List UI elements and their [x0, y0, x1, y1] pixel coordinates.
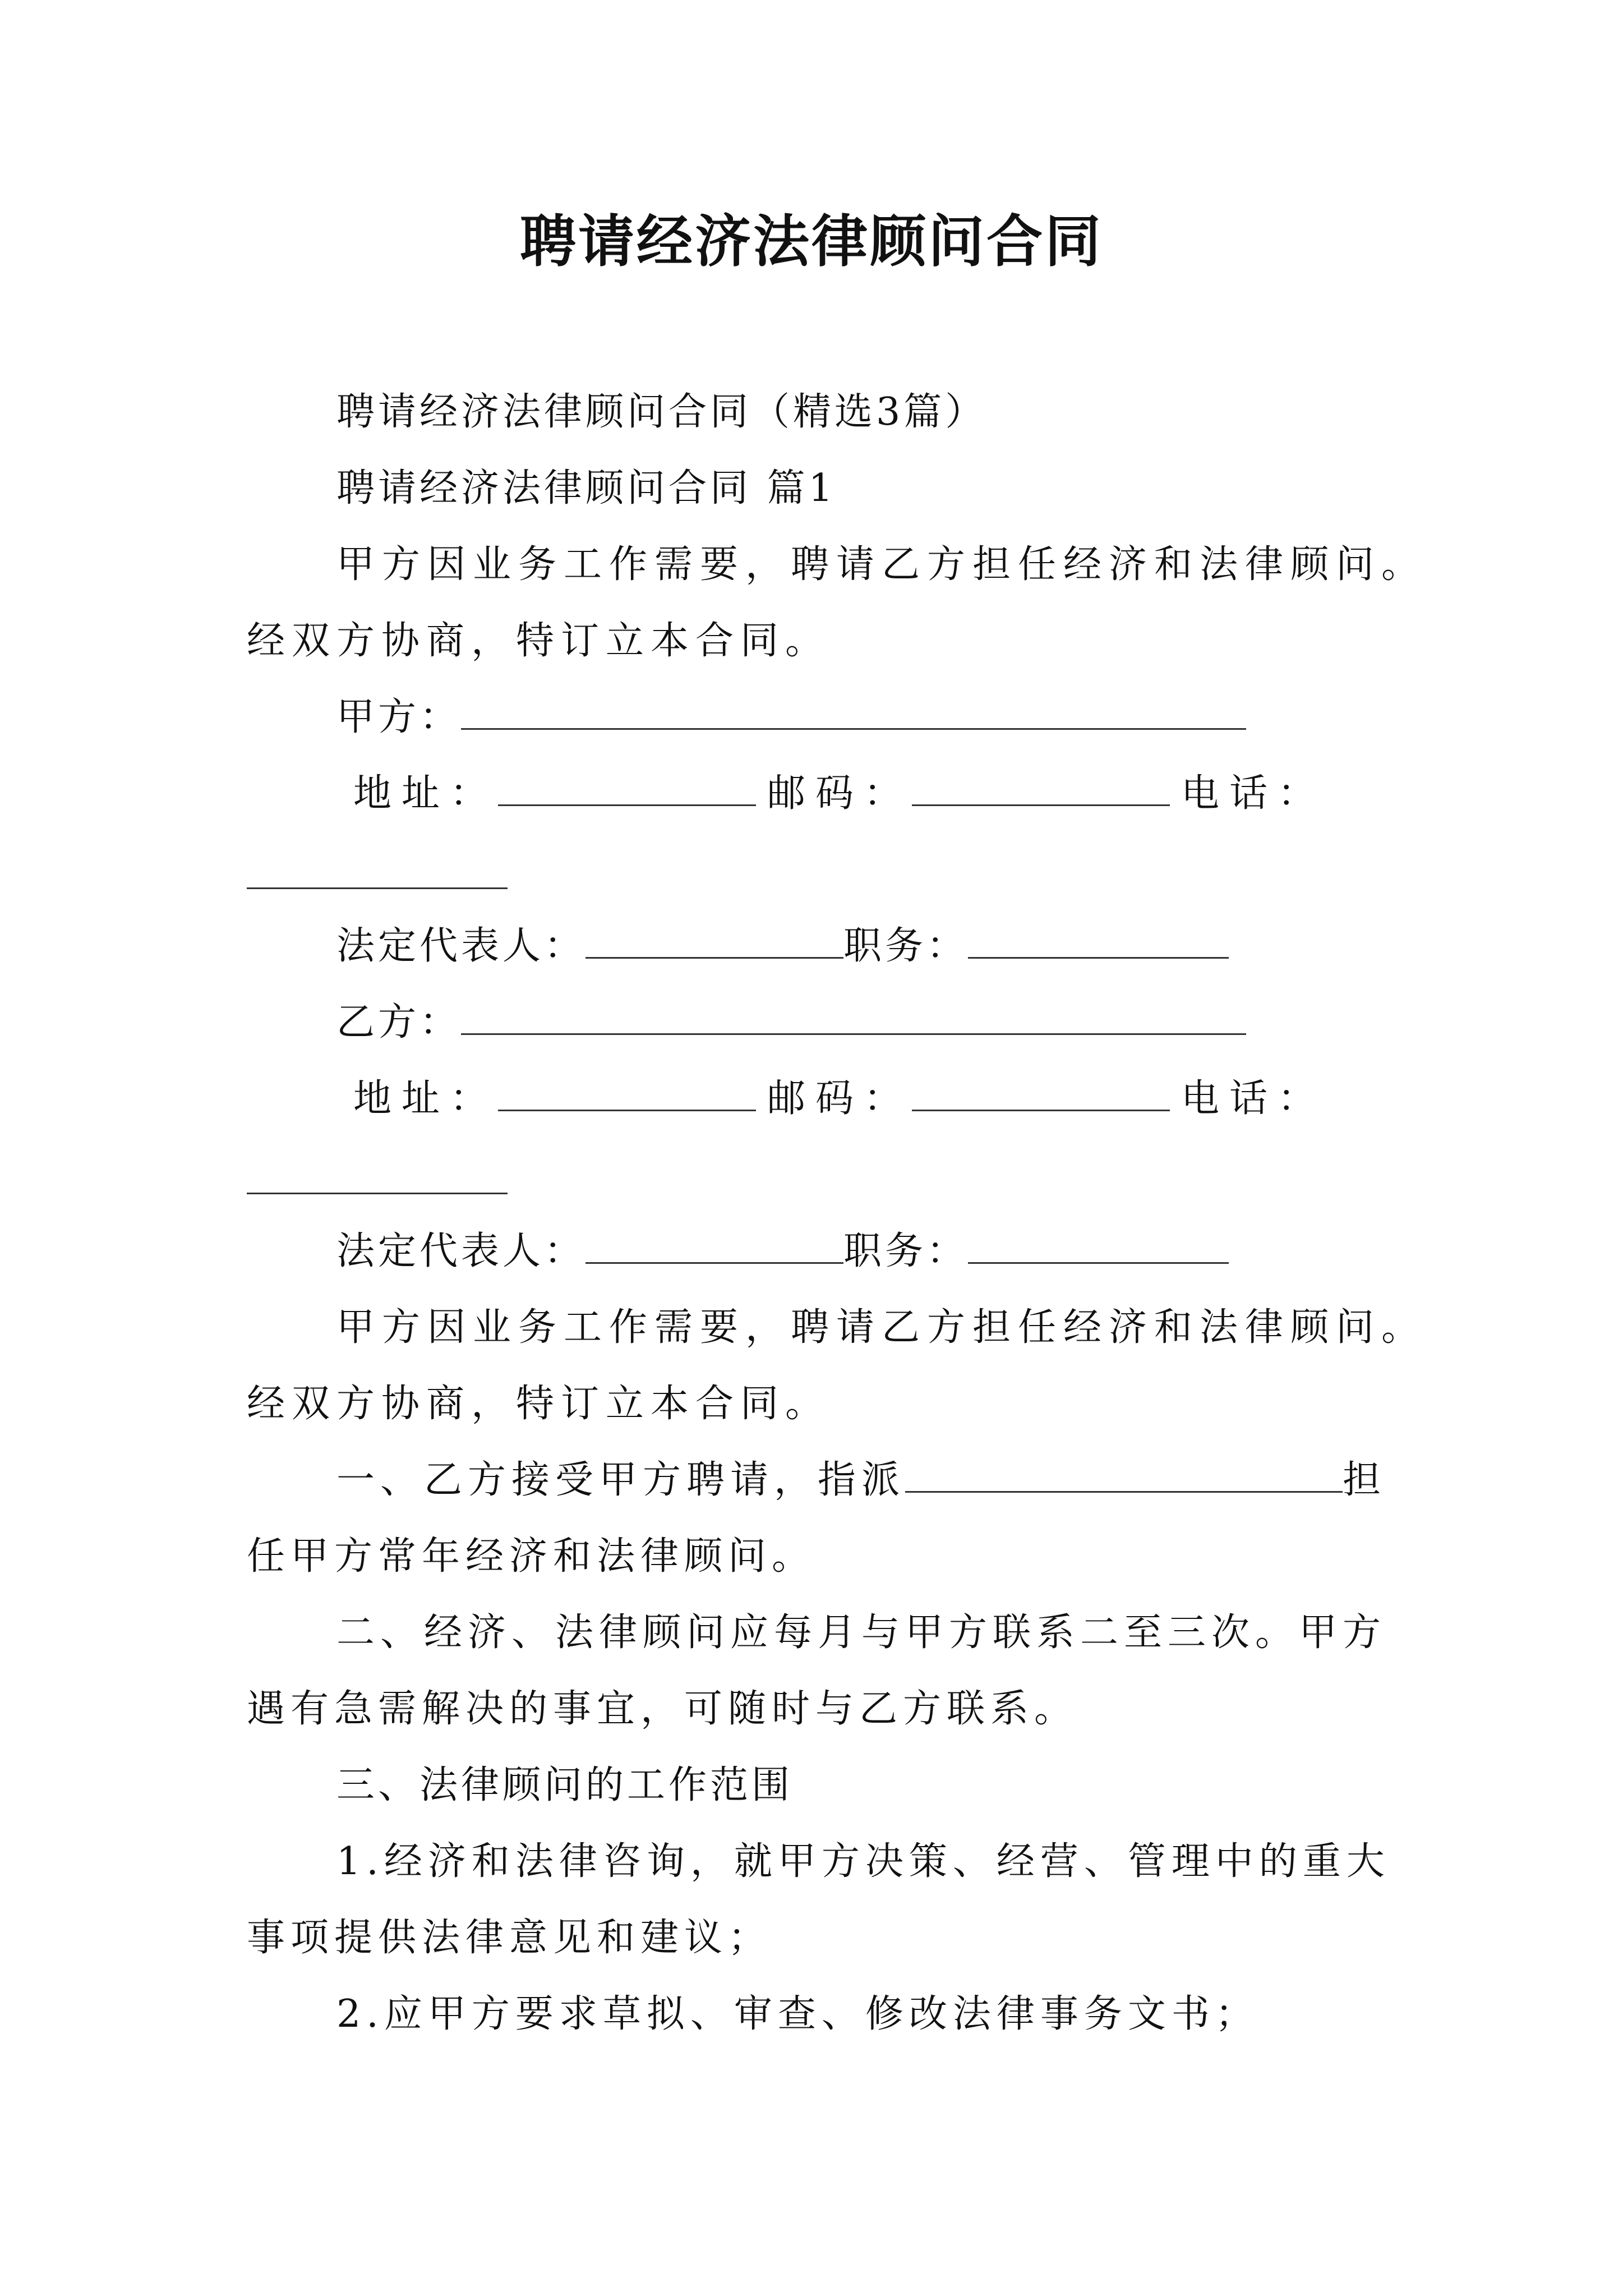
clause-1-text-a: 一、乙方接受甲方聘请，指派: [336, 1458, 906, 1502]
party-a-postcode-blank: [912, 770, 1170, 806]
party-b-postcode-blank: [912, 1075, 1170, 1111]
clause-2-line-2: 遇有急需解决的事宜，可随时与乙方联系。: [247, 1687, 1078, 1731]
party-b-contact-row: [353, 1074, 1326, 1124]
party-a-legal-rep-blank: [585, 922, 843, 959]
intro-paragraph-line-1: 甲方因业务工作需要，聘请乙方担任经济和法律顾问。: [336, 542, 1427, 587]
party-a-phone-label: 电话：: [1181, 771, 1326, 816]
clause-2-line-1: 二、经济、法律顾问应每月与甲方联系二至三次。甲方: [336, 1611, 1387, 1655]
party-a-phone-blank: [247, 887, 508, 889]
party-a-contact-row: [353, 769, 1326, 819]
intro-paragraph-line-2: 经双方协商，特订立本合同。: [247, 619, 831, 663]
clause-1-line-1: [336, 1455, 1386, 1506]
party-b-position-label: 职务：: [843, 1229, 969, 1273]
clause-1-line-2: 任甲方常年经济和法律顾问。: [247, 1534, 816, 1579]
party-a-position-label: 职务：: [843, 924, 969, 968]
section-heading: 聘请经济法律顾问合同 篇1: [336, 466, 836, 510]
repeat-paragraph-line-1: 甲方因业务工作需要，聘请乙方担任经济和法律顾问。: [336, 1305, 1427, 1350]
party-b-phone-blank: [247, 1193, 508, 1194]
party-a-rep-row: [336, 921, 1229, 972]
party-a-label: 甲方：: [336, 695, 462, 739]
party-b-blank: [461, 999, 1246, 1035]
party-b-postcode-label: 邮码：: [767, 1076, 912, 1121]
party-a-position-blank: [968, 922, 1229, 959]
repeat-paragraph-line-2: 经双方协商，特订立本合同。: [247, 1382, 831, 1426]
party-b-legal-rep-label: 法定代表人：: [336, 1229, 586, 1273]
item-1-line-1: 1.经济和法律咨询，就甲方决策、经营、管理中的重大: [336, 1839, 1390, 1884]
clause-1-text-b: 担: [1343, 1458, 1387, 1502]
party-a-legal-rep-label: 法定代表人：: [336, 924, 586, 968]
party-a-address-label: 地址：: [353, 771, 499, 816]
party-a-row: [336, 692, 1246, 743]
item-1-line-2: 事项提供法律意见和建议；: [247, 1916, 772, 1960]
party-b-position-blank: [968, 1227, 1229, 1264]
clause-1-appointee-blank: [905, 1456, 1343, 1493]
party-b-address-blank: [498, 1075, 756, 1111]
party-a-postcode-label: 邮码：: [767, 771, 912, 816]
document-subtitle: 聘请经济法律顾问合同（精选3篇）: [336, 390, 987, 434]
item-2-line-1: 2.应甲方要求草拟、审查、修改法律事务文书；: [336, 1992, 1259, 2036]
party-b-phone-label: 电话：: [1181, 1076, 1326, 1121]
party-a-blank: [461, 693, 1246, 730]
party-b-legal-rep-blank: [585, 1227, 843, 1264]
party-b-rep-row: [336, 1226, 1229, 1277]
party-b-address-label: 地址：: [353, 1076, 499, 1121]
party-b-label: 乙方：: [336, 1000, 462, 1045]
party-a-address-blank: [498, 770, 756, 806]
clause-3-heading: 三、法律顾问的工作范围: [336, 1763, 794, 1807]
party-b-row: [336, 997, 1246, 1048]
document-title: 聘请经济法律顾问合同: [520, 208, 1103, 274]
